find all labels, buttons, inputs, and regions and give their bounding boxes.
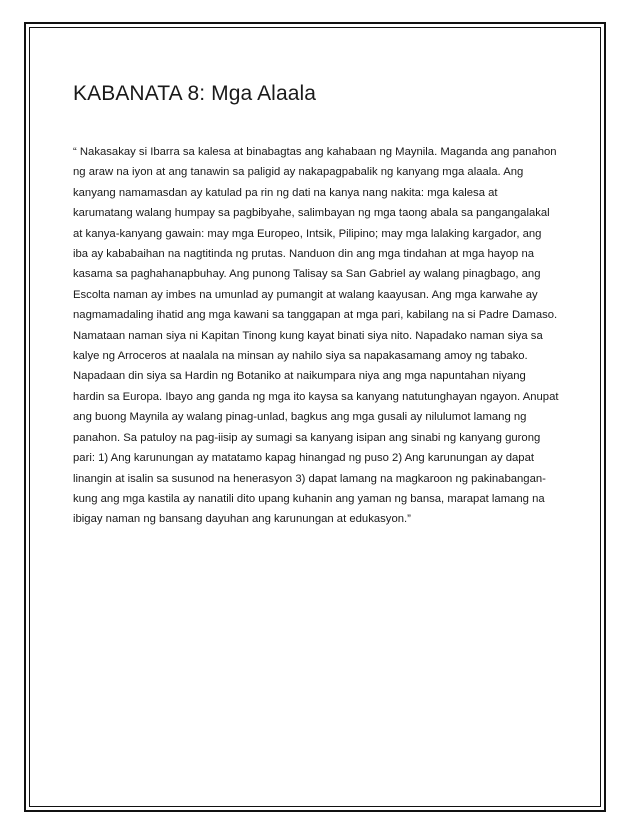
text-line: ng araw na iyon at ang tanawin sa paligid ay nakapagpabalik ng kanyang mga alaala. Ang bbox=[73, 166, 524, 179]
text-line: hardin sa Europa. Ibayo ang ganda ng mga ito kaysa sa kanyang natutunghayan ngayon. Anupat bbox=[73, 390, 559, 403]
text-line: Namataan naman siya ni Kapitan Tinong kung kayat binati siya nito. Napadako naman siya sa bbox=[73, 329, 543, 342]
page-content bbox=[73, 80, 563, 530]
text-line: karumatang walang humpay sa pagbibyahe, salimbayan ng mga taong abala sa pangangalakal bbox=[73, 207, 550, 220]
chapter-title: KABANATA 8: Mga Alaala bbox=[73, 82, 317, 105]
text-line: nagmamadaling ihatid ang mga kawani sa tanggapan at mga pari, kabilang na si Padre Damaso. bbox=[73, 309, 558, 322]
text-line: panahon. Sa patuloy na pag-iisip ay sumagi sa kanyang isipan ang sinabi ng kanyang gurong bbox=[73, 431, 541, 444]
text-line: Escolta naman ay imbes na umunlad ay pumangit at walang kaayusan. Ang mga karwahe ay bbox=[73, 288, 538, 301]
text-line: kung ang mga kastila ay nanatili dito upang kuhanin ang yaman ng bansa, marapat lamang na bbox=[73, 492, 545, 505]
text-line: iba ay kababaihan na nagtitinda ng prutas. Nanduon din ang mga tindahan at mga hayop na bbox=[73, 248, 535, 261]
text-line: Napadaan din siya sa Hardin ng Botaniko at naikumpara niya ang mga napuntahan niyang bbox=[73, 370, 526, 383]
text-line: “ Nakasakay si Ibarra sa kalesa at binabagtas ang kahabaan ng Maynila. Maganda ang panahon bbox=[73, 146, 557, 158]
text-line: kasama sa paghahanapbuhay. Ang punong Talisay sa San Gabriel ay walang pinagbago, ang bbox=[73, 268, 541, 281]
text-line: ang buong Maynila ay walang pinag-unlad, bagkus ang mga gusali ay nilulumot lamang ng bbox=[73, 411, 527, 424]
text-line: kanyang namamasdan ay katulad pa rin ng dati na kanya nang nakita: mga kalesa at bbox=[73, 186, 498, 199]
text-line: kalye ng Arroceros at naalala na minsan ay nahilo siya sa napakasamang amoy ng tabako. bbox=[73, 350, 528, 363]
body-paragraph bbox=[73, 142, 563, 530]
text-line: pari: 1) Ang karunungan ay matatamo kapag hinangad ng puso 2) Ang karunungan ay dapat bbox=[73, 452, 534, 465]
text-line: at kanya-kanyang gawain: may mga Europeo, Intsik, Pilipino; may mga lalaking kargador, ang bbox=[73, 227, 542, 240]
text-line: ibigay naman ng bansang dayuhan ang karunungan at edukasyon.” bbox=[73, 513, 411, 526]
text-line: linangin at isalin sa susunod na henerasyon 3) dapat lamang na magkaroon ng pakinabangan- bbox=[73, 472, 546, 485]
